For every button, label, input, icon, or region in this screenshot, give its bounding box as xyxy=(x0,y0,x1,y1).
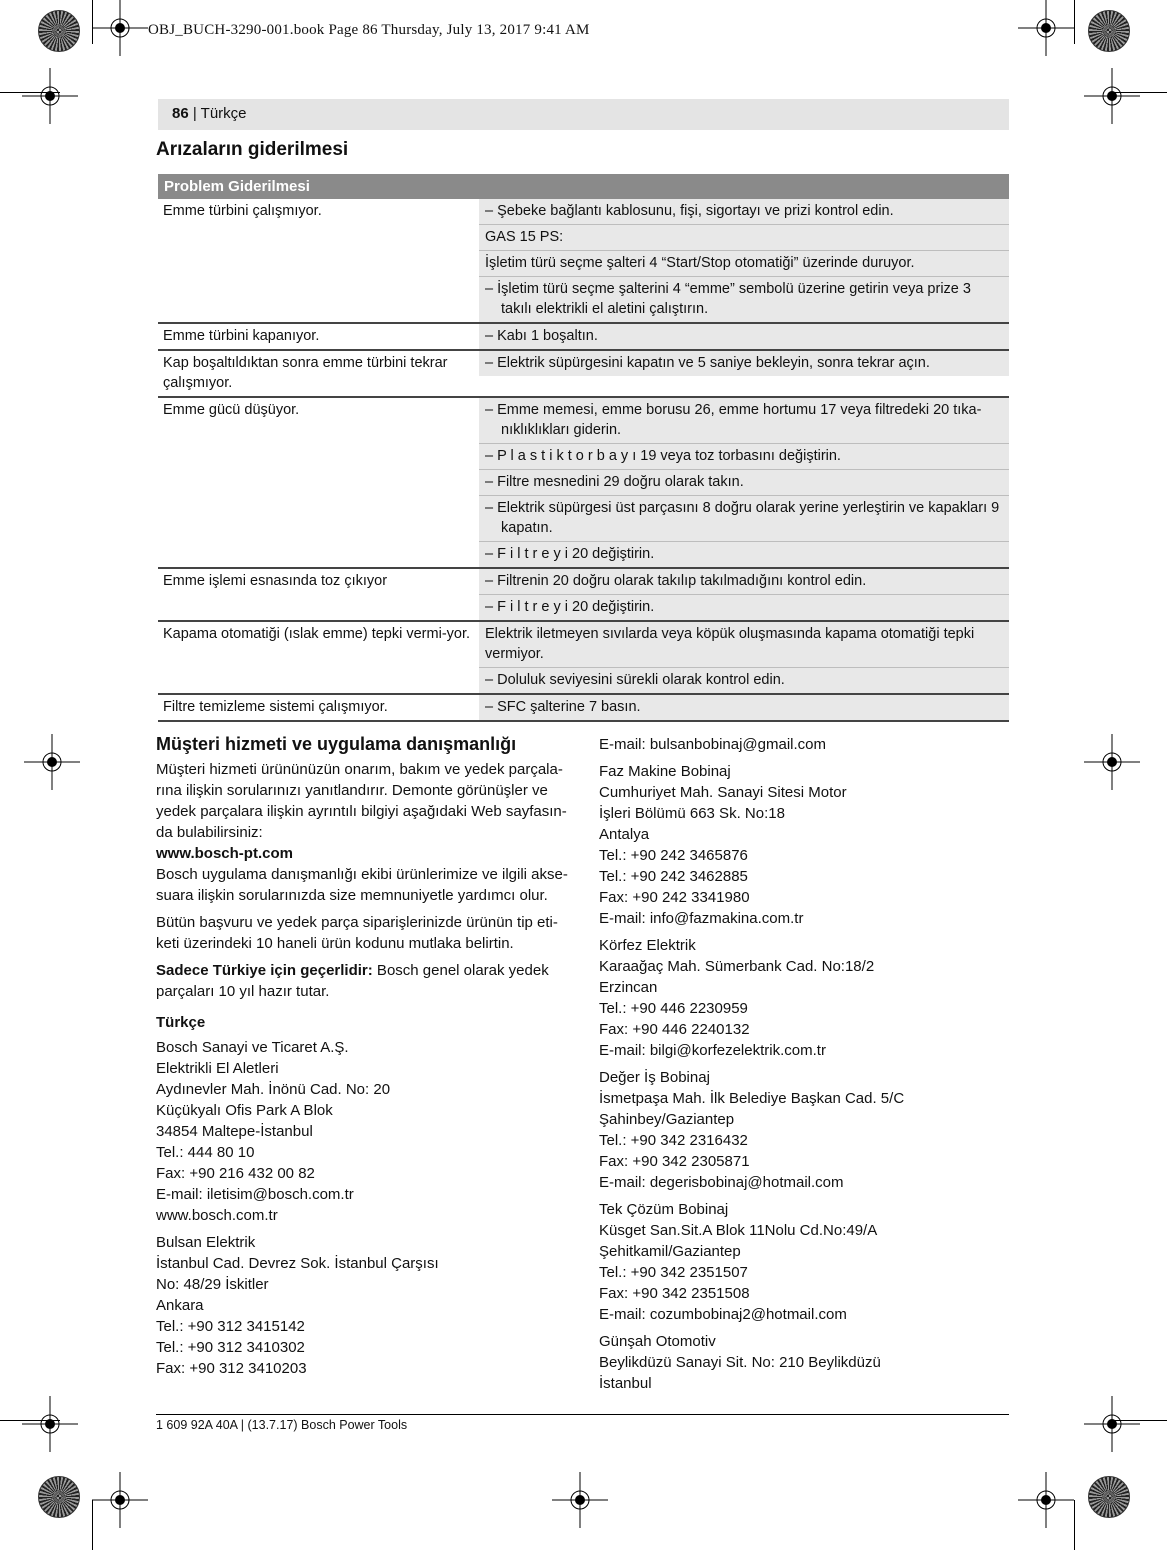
address-line: Tel.: +90 312 3410302 xyxy=(156,1339,305,1356)
page-footer: 1 609 92A 40A | (13.7.17) Bosch Power Tools xyxy=(156,1418,408,1432)
solution-line: – Kabı 1 boşaltın. xyxy=(479,324,1009,349)
address-line: Tek Çözüm Bobinaj xyxy=(599,1201,729,1218)
address-line: Şahinbey/Gaziantep xyxy=(599,1111,735,1128)
solution-cell xyxy=(479,199,1009,323)
solution-line: Elektrik iletmeyen sıvılarda veya köpük oluşmasında kapama otomatiği tepki vermiyor. xyxy=(479,622,1009,668)
address-line: Aydınevler Mah. İnönü Cad. No: 20 xyxy=(156,1081,391,1098)
crosshair-icon xyxy=(24,734,80,790)
address-line: Faz Makine Bobinaj xyxy=(599,763,731,780)
troubleshooting-table xyxy=(158,174,1009,722)
address-line: Fax: +90 242 3341980 xyxy=(599,889,750,906)
crosshair-icon xyxy=(92,0,148,56)
solution-cell xyxy=(479,397,1009,568)
address-line: Elektrikli El Aletleri xyxy=(156,1060,279,1077)
address-line: Körfez Elektrik xyxy=(599,937,696,954)
address-line: Günşah Otomotiv xyxy=(599,1333,716,1350)
address-line: Fax: +90 446 2240132 xyxy=(599,1021,750,1038)
crosshair-icon xyxy=(1018,0,1074,56)
address-line: Erzincan xyxy=(599,979,658,996)
solution-line: İşletim türü seçme şalteri 4 “Start/Stop otomatiği” üzerinde duruyor. xyxy=(479,251,1009,277)
problem-cell: Kapama otomatiği (ıslak emme) tepki vermi-yor. xyxy=(158,621,479,694)
country-heading: Türkçe xyxy=(156,1014,206,1031)
address-line: Küsget San.Sit.A Blok 11Nolu Cd.No:49/A xyxy=(599,1222,878,1239)
solution-cell xyxy=(479,568,1009,621)
table-row xyxy=(158,568,1009,621)
solution-cell xyxy=(479,350,1009,397)
address-line: Fax: +90 312 3410203 xyxy=(156,1360,307,1377)
solution-line: – Doluluk seviyesini sürekli olarak kontrol edin. xyxy=(479,668,1009,693)
address-line: Karaağaç Mah. Sümerbank Cad. No:18/2 xyxy=(599,958,875,975)
crosshair-icon xyxy=(1084,734,1140,790)
crosshair-icon xyxy=(1084,1396,1140,1452)
address-line: No: 48/29 İskitler xyxy=(156,1276,269,1293)
address-list-left xyxy=(156,1037,571,1379)
address-line: E-mail: cozumbobinaj2@hotmail.com xyxy=(599,1306,847,1323)
solution-line: – Şebeke bağlantı kablosunu, fişi, sigortayı ve prizi kontrol edin. xyxy=(479,199,1009,225)
service-paragraph: Müşteri hizmeti ürününüzün onarım, bakım ve yedek parçala-rına ilişkin sorularınızı yanıtlandırır. Demonte görünüşler ve yedek parçalara ilişkin ayrıntılı bilgiyi aşağıdaki Web sayfasın-da bulabilirsiniz: xyxy=(156,761,567,841)
address-line: E-mail: iletisim@bosch.com.tr xyxy=(156,1186,354,1203)
address-line: Tel.: +90 312 3415142 xyxy=(156,1318,305,1335)
table-row xyxy=(158,199,1009,323)
address-line: Tel.: +90 446 2230959 xyxy=(599,1000,748,1017)
registration-rosette-icon xyxy=(1088,1476,1130,1518)
problem-cell: Filtre temizleme sistemi çalışmıyor. xyxy=(158,694,479,721)
service-title: Müşteri hizmeti ve uygulama danışmanlığı xyxy=(156,734,517,754)
address-line: Ankara xyxy=(156,1297,204,1314)
address-line: İstanbul xyxy=(599,1375,652,1392)
address-line: İşleri Bölümü 663 Sk. No:18 xyxy=(599,805,785,822)
service-paragraph: Bütün başvuru ve yedek parça siparişlerinizde ürünün tip eti-keti üzerindeki 10 haneli ürün kodunu mutlaka belirtin. xyxy=(156,914,558,952)
service-paragraph: Sadece Türkiye için geçerlidir: Bosch genel olarak yedek parçaları 10 yıl hazır tutar. xyxy=(156,962,549,1000)
address-line: İstanbul Cad. Devrez Sok. İstanbul Çarşısı xyxy=(156,1255,439,1272)
footer-rule xyxy=(156,1414,1009,1415)
section-title: Arızaların giderilmesi xyxy=(156,139,349,160)
solution-cell xyxy=(479,323,1009,350)
address-line: Tel.: +90 242 3465876 xyxy=(599,847,748,864)
crosshair-icon xyxy=(22,68,78,124)
table-header: Problem Giderilmesi xyxy=(158,174,1009,199)
solution-line: – F i l t r e y i 20 değiştirin. xyxy=(479,595,1009,620)
address-block xyxy=(599,1067,1009,1193)
solution-line: – Emme memesi, emme borusu 26, emme hortumu 17 veya filtredeki 20 tıka-nıklıklıkları giderin. xyxy=(479,398,1009,444)
crosshair-icon xyxy=(92,1472,148,1528)
problem-cell: Emme işlemi esnasında toz çıkıyor xyxy=(158,568,479,621)
registration-rosette-icon xyxy=(38,10,80,52)
solution-line: – P l a s t i k t o r b a y ı 19 veya toz torbasını değiştirin. xyxy=(479,444,1009,470)
address-line: Antalya xyxy=(599,826,650,843)
address-line: E-mail: bulsanbobinaj@gmail.com xyxy=(599,736,826,753)
registration-rosette-icon xyxy=(38,1476,80,1518)
table-row xyxy=(158,397,1009,568)
solution-cell xyxy=(479,621,1009,694)
address-line: Fax: +90 342 2305871 xyxy=(599,1153,750,1170)
solution-cell xyxy=(479,694,1009,721)
address-line: İsmetpaşa Mah. İlk Belediye Başkan Cad. 5/C xyxy=(599,1090,905,1107)
address-list-right xyxy=(599,734,1009,1400)
table-row xyxy=(158,323,1009,350)
problem-cell: Kap boşaltıldıktan sonra emme türbini tekrar çalışmıyor. xyxy=(158,350,479,397)
address-block xyxy=(599,1199,1009,1325)
solution-line: – Filtrenin 20 doğru olarak takılıp takılmadığını kontrol edin. xyxy=(479,569,1009,595)
table-row xyxy=(158,694,1009,721)
registration-rosette-icon xyxy=(1088,10,1130,52)
page-number: 86 xyxy=(172,105,189,122)
address-line: Tel.: +90 342 2351507 xyxy=(599,1264,748,1281)
solution-line: – Elektrik süpürgesi üst parçasını 8 doğru olarak yerine yerleştirin ve kapakları 9 kapatın. xyxy=(479,496,1009,542)
crosshair-icon xyxy=(552,1472,608,1528)
problem-cell: Emme türbini çalışmıyor. xyxy=(158,199,479,323)
problem-cell: Emme gücü düşüyor. xyxy=(158,397,479,568)
address-line: Cumhuriyet Mah. Sanayi Sitesi Motor xyxy=(599,784,847,801)
address-line: Tel.: +90 242 3462885 xyxy=(599,868,748,885)
header-language: Türkçe xyxy=(200,105,247,122)
address-line: Beylikdüzü Sanayi Sit. No: 210 Beylikdüzü xyxy=(599,1354,881,1371)
page-header: 86 | Türkçe xyxy=(158,99,1009,130)
solution-line: – Filtre mesnedini 29 doğru olarak takın. xyxy=(479,470,1009,496)
address-block xyxy=(599,734,1009,755)
table-row xyxy=(158,621,1009,694)
crosshair-icon xyxy=(1018,1472,1074,1528)
address-line: Bosch Sanayi ve Ticaret A.Ş. xyxy=(156,1039,349,1056)
address-line: Fax: +90 342 2351508 xyxy=(599,1285,750,1302)
address-line: 34854 Maltepe-İstanbul xyxy=(156,1123,313,1140)
solution-line: – İşletim türü seçme şalterini 4 “emme” sembolü üzerine getirin veya prize 3 takılı elektrikli el aletini çalıştırın. xyxy=(479,277,1009,322)
solution-line: – Elektrik süpürgesini kapatın ve 5 saniye bekleyin, sonra tekrar açın. xyxy=(479,351,1009,376)
address-block xyxy=(156,1232,571,1379)
service-column-left xyxy=(156,734,571,1385)
service-paragraph: Bosch uygulama danışmanlığı ekibi ürünlerimize ve ilgili akse-suara ilişkin sorularınızda size memnuniyetle yardımcı olur. xyxy=(156,866,568,904)
service-url[interactable]: www.bosch-pt.com xyxy=(156,845,293,862)
address-line: Tel.: 444 80 10 xyxy=(156,1144,255,1161)
solution-line: – SFC şalterine 7 basın. xyxy=(479,695,1009,720)
solution-line: – F i l t r e y i 20 değiştirin. xyxy=(479,542,1009,567)
crosshair-icon xyxy=(22,1396,78,1452)
print-slug: OBJ_BUCH-3290-001.book Page 86 Thursday, July 13, 2017 9:41 AM xyxy=(148,22,590,38)
address-line: E-mail: info@fazmakina.com.tr xyxy=(599,910,804,927)
address-line: Tel.: +90 342 2316432 xyxy=(599,1132,748,1149)
address-line: Fax: +90 216 432 00 82 xyxy=(156,1165,315,1182)
address-block xyxy=(599,935,1009,1061)
address-line: Değer İş Bobinaj xyxy=(599,1069,710,1086)
address-line: www.bosch.com.tr xyxy=(156,1207,278,1224)
crosshair-icon xyxy=(1084,68,1140,124)
address-block xyxy=(156,1037,571,1226)
address-block xyxy=(599,1331,1009,1394)
address-line: Şehitkamil/Gaziantep xyxy=(599,1243,741,1260)
address-block xyxy=(599,761,1009,929)
solution-line: GAS 15 PS: xyxy=(479,225,1009,251)
address-line: E-mail: bilgi@korfezelektrik.com.tr xyxy=(599,1042,826,1059)
problem-cell: Emme türbini kapanıyor. xyxy=(158,323,479,350)
table-row xyxy=(158,350,1009,397)
address-line: E-mail: degerisbobinaj@hotmail.com xyxy=(599,1174,844,1191)
address-line: Küçükyalı Ofis Park A Blok xyxy=(156,1102,333,1119)
address-line: Bulsan Elektrik xyxy=(156,1234,256,1251)
